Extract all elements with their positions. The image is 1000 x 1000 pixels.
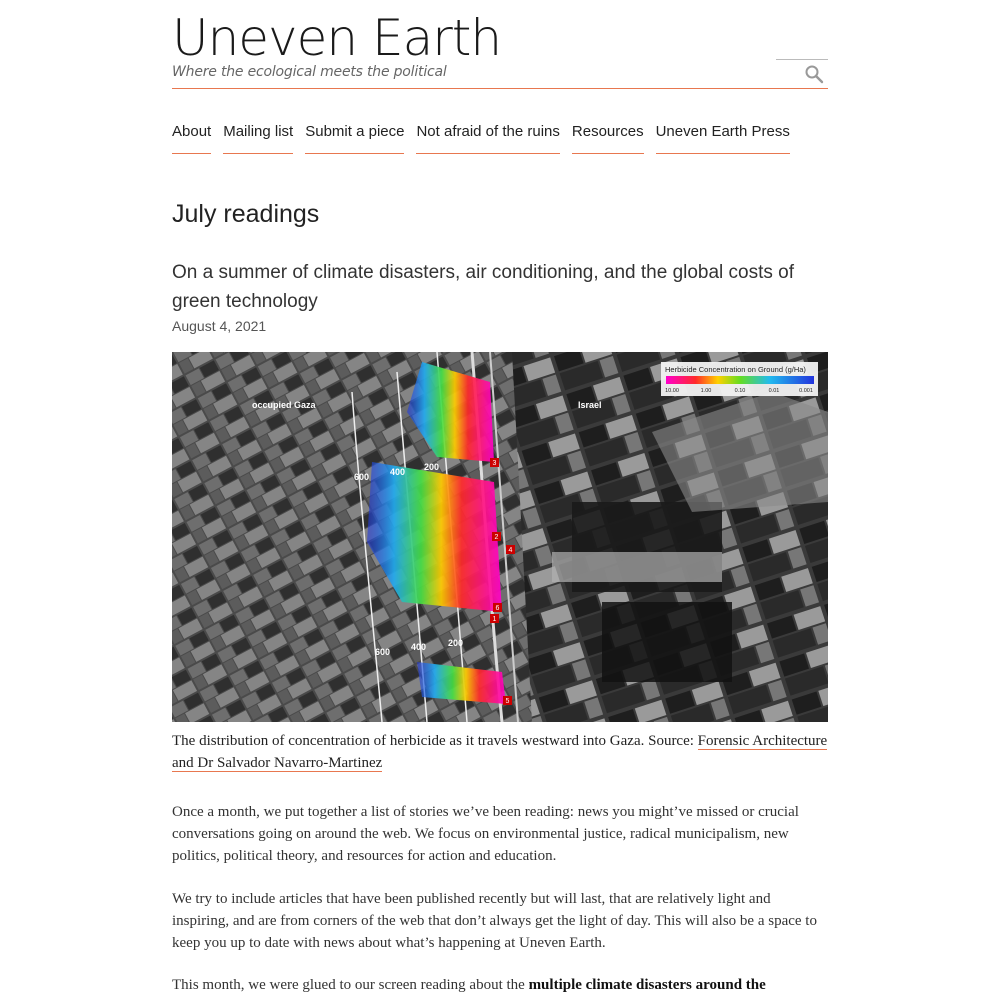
distance-label-top-400: 400 (390, 467, 406, 477)
distance-label-bottom-400: 400 (411, 642, 427, 652)
marker-label-4: 4 (508, 547, 513, 554)
paragraph-intro: Once a month, we put together a list of stories we’ve been reading: news you might’ve missed or crucial conversations going on around the web. We focus on environmental justice, radical municipalism, new politics, political theory, and resources for action and education. (172, 804, 799, 864)
legend-tick-4: 0.001 (799, 388, 813, 394)
nav-item-submit[interactable]: Submit a piece (305, 122, 404, 154)
nav-item-mailing-list[interactable]: Mailing list (223, 122, 293, 154)
nav-item-about[interactable]: About (172, 122, 211, 154)
caption-source-link[interactable]: Forensic Architecture and Dr Salvador Navarro-Martinez (172, 733, 828, 771)
legend-title: Herbicide Concentration on Ground (g/Ha) (665, 365, 806, 374)
header-divider (172, 88, 828, 89)
site-tagline: Where the ecological meets the political (172, 64, 447, 80)
herbicide-map (172, 352, 828, 722)
legend-tick-1: 1.00 (700, 388, 712, 394)
legend-tick-2: 0.10 (734, 388, 746, 394)
nav-item-resources[interactable]: Resources (572, 122, 644, 154)
paragraph-this-month-start: This month, we were glued to our screen reading about the (172, 977, 529, 993)
main-nav (172, 122, 790, 154)
label-israel: Israel (578, 400, 602, 410)
marker-label-2: 2 (494, 534, 499, 541)
paragraph-this-month (172, 974, 828, 996)
paragraph-this-month-bold: multiple climate disasters around the (528, 977, 766, 993)
legend-tick-0: 10.00 (665, 388, 679, 394)
distance-label-bottom-600: 600 (375, 647, 391, 657)
site-title[interactable]: Uneven Earth (172, 9, 502, 67)
post-title[interactable]: On a summer of climate disasters, air conditioning, and the global costs of green technology (172, 262, 795, 312)
search-icon[interactable] (804, 64, 824, 84)
distance-label-top-200: 200 (424, 462, 440, 472)
caption-text: The distribution of concentration of herbicide as it travels westward into Gaza. Source: (172, 733, 698, 749)
label-gaza: occupied Gaza (252, 400, 316, 410)
page-title: July readings (172, 200, 320, 228)
distance-label-top-600: 600 (354, 472, 370, 482)
nav-item-ruins[interactable]: Not afraid of the ruins (416, 122, 559, 154)
distance-label-bottom-200: 200 (448, 638, 464, 648)
figure-caption (172, 730, 828, 774)
marker-label-6: 6 (495, 605, 500, 612)
map-legend (661, 362, 818, 396)
marker-label-3: 3 (492, 460, 497, 467)
nav-item-press[interactable]: Uneven Earth Press (656, 122, 790, 154)
paragraph-inclusion: We try to include articles that have been published recently but will last, that are relatively light and inspiring, and are from corners of the web that don’t always get the light of day. This will also be a space to keep you up to date with news about what’s happening at Uneven Earth. (172, 891, 817, 951)
post-date: August 4, 2021 (172, 318, 267, 334)
herbicide-map-image (172, 352, 828, 722)
marker-label-5: 5 (505, 698, 510, 705)
marker-label-1: 1 (492, 616, 497, 623)
legend-tick-3: 0.01 (768, 388, 780, 394)
